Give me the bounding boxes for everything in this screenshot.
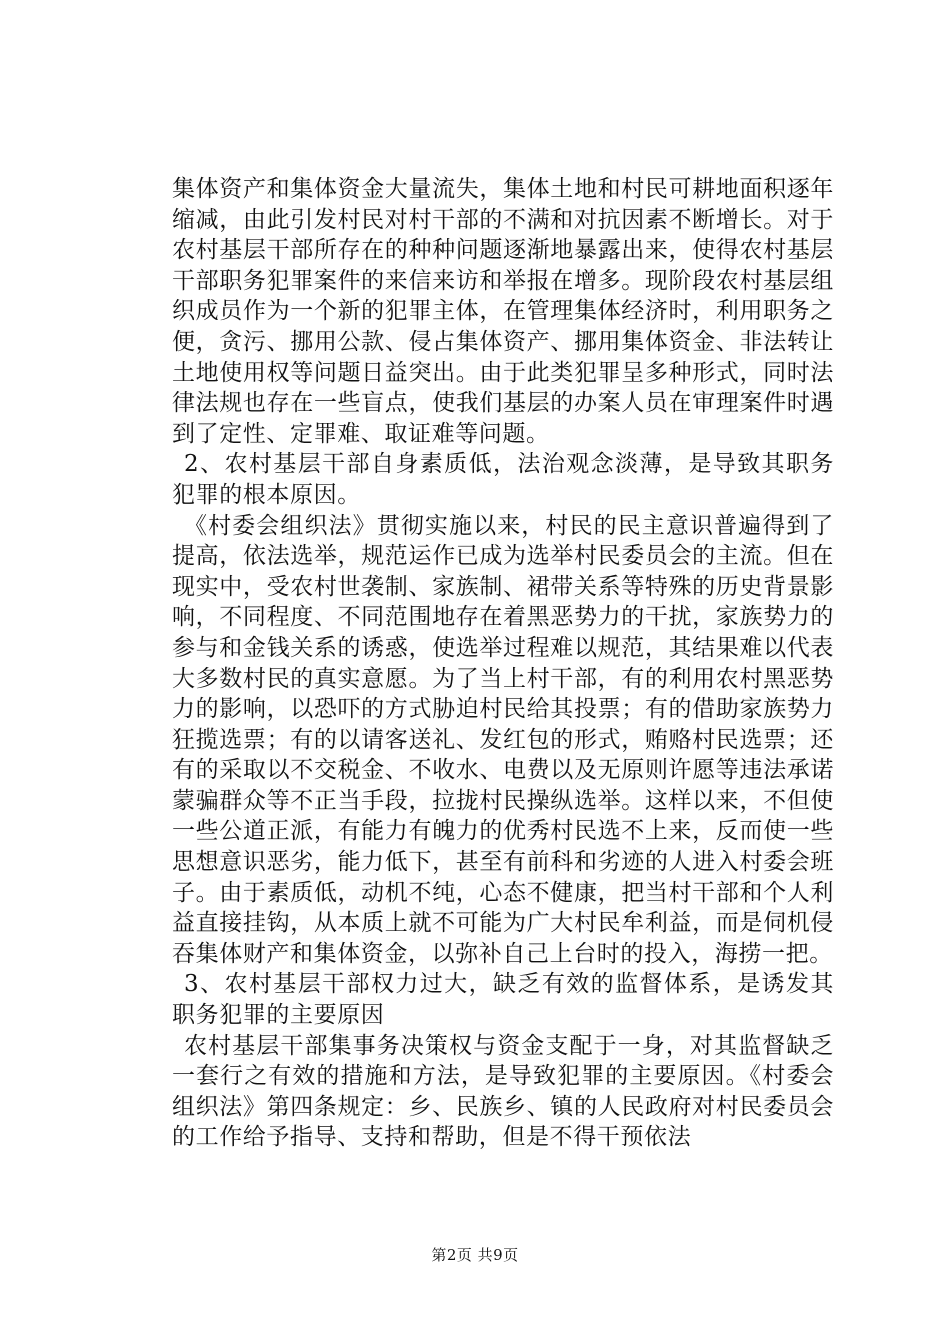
paragraph-1: 集体资产和集体资金大量流失，集体土地和村民可耕地面积逐年缩减，由此引发村民对村干部的不满和对抗因素不断增长。对于农村基层干部所存在的种种问题逐渐地暴露出来，使得农村基层干部职务犯罪案件的来信来访和举报在增多。现阶段农村基层组织成员作为一个新的犯罪主体，在管理集体经济时，利用职务之便，贪污、挪用公款、侵占集体资产、挪用集体资金、非法转让土地使用权等问题日益突出。由于此类犯罪呈多种形式，同时法律法规也存在一些盲点，使我们基层的办案人员在审理案件时遇到了定性、定罪难、取证难等问题。 [172, 176, 834, 447]
document-body [172, 174, 834, 1153]
page-number-footer: 第2页 共9页 [431, 1246, 519, 1264]
paragraph-heading-2: 2、农村基层干部自身素质低，法治观念淡薄，是导致其职务犯罪的根本原因。 [172, 451, 834, 508]
paragraph-heading-3: 3、农村基层干部权力过大，缺乏有效的监督体系，是诱发其职务犯罪的主要原因 [172, 971, 834, 1029]
paragraph-5: 农村基层干部集事务决策权与资金支配于一身，对其监督缺乏一套行之有效的措施和方法，是导致犯罪的主要原因。《村委会组织法》第四条规定：乡、民族乡、镇的人民政府对村民委员会的工作给予指导、支持和帮助，但是不得干预依法 [172, 1032, 834, 1151]
paragraph-3: 《村委会组织法》贯彻实施以来，村民的民主意识普遍得到了提高，依法选举，规范运作已成为选举村民委员会的主流。但在现实中，受农村世袭制、家族制、裙带关系等特殊的历史背景影响，不同程度、不同范围地存在着黑恶势力的干扰，家族势力的参与和金钱关系的诱惑，使选举过程难以规范，其结果难以代表大多数村民的真实意愿。为了当上村干部，有的利用农村黑恶势力的影响，以恐吓的方式胁迫村民给其投票；有的借助家族势力狂揽选票；有的以请客送礼、发红包的形式，贿赂村民选票；还有的采取以不交税金、不收水、电费以及无原则许愿等违法承诺蒙骗群众等不正当手段，拉拢村民操纵选举。这样以来，不但使一些公道正派，有能力有魄力的优秀村民选不上来，反而使一些思想意识恶劣，能力低下，甚至有前科和劣迹的人进入村委会班子。由于素质低，动机不纯，心态不健康，把当村干部和个人利益直接挂钩，从本质上就不可能为广大村民牟利益，而是伺机侵吞集体财产和集体资金，以弥补自己上台时的投入，海捞一把。 [172, 512, 834, 967]
